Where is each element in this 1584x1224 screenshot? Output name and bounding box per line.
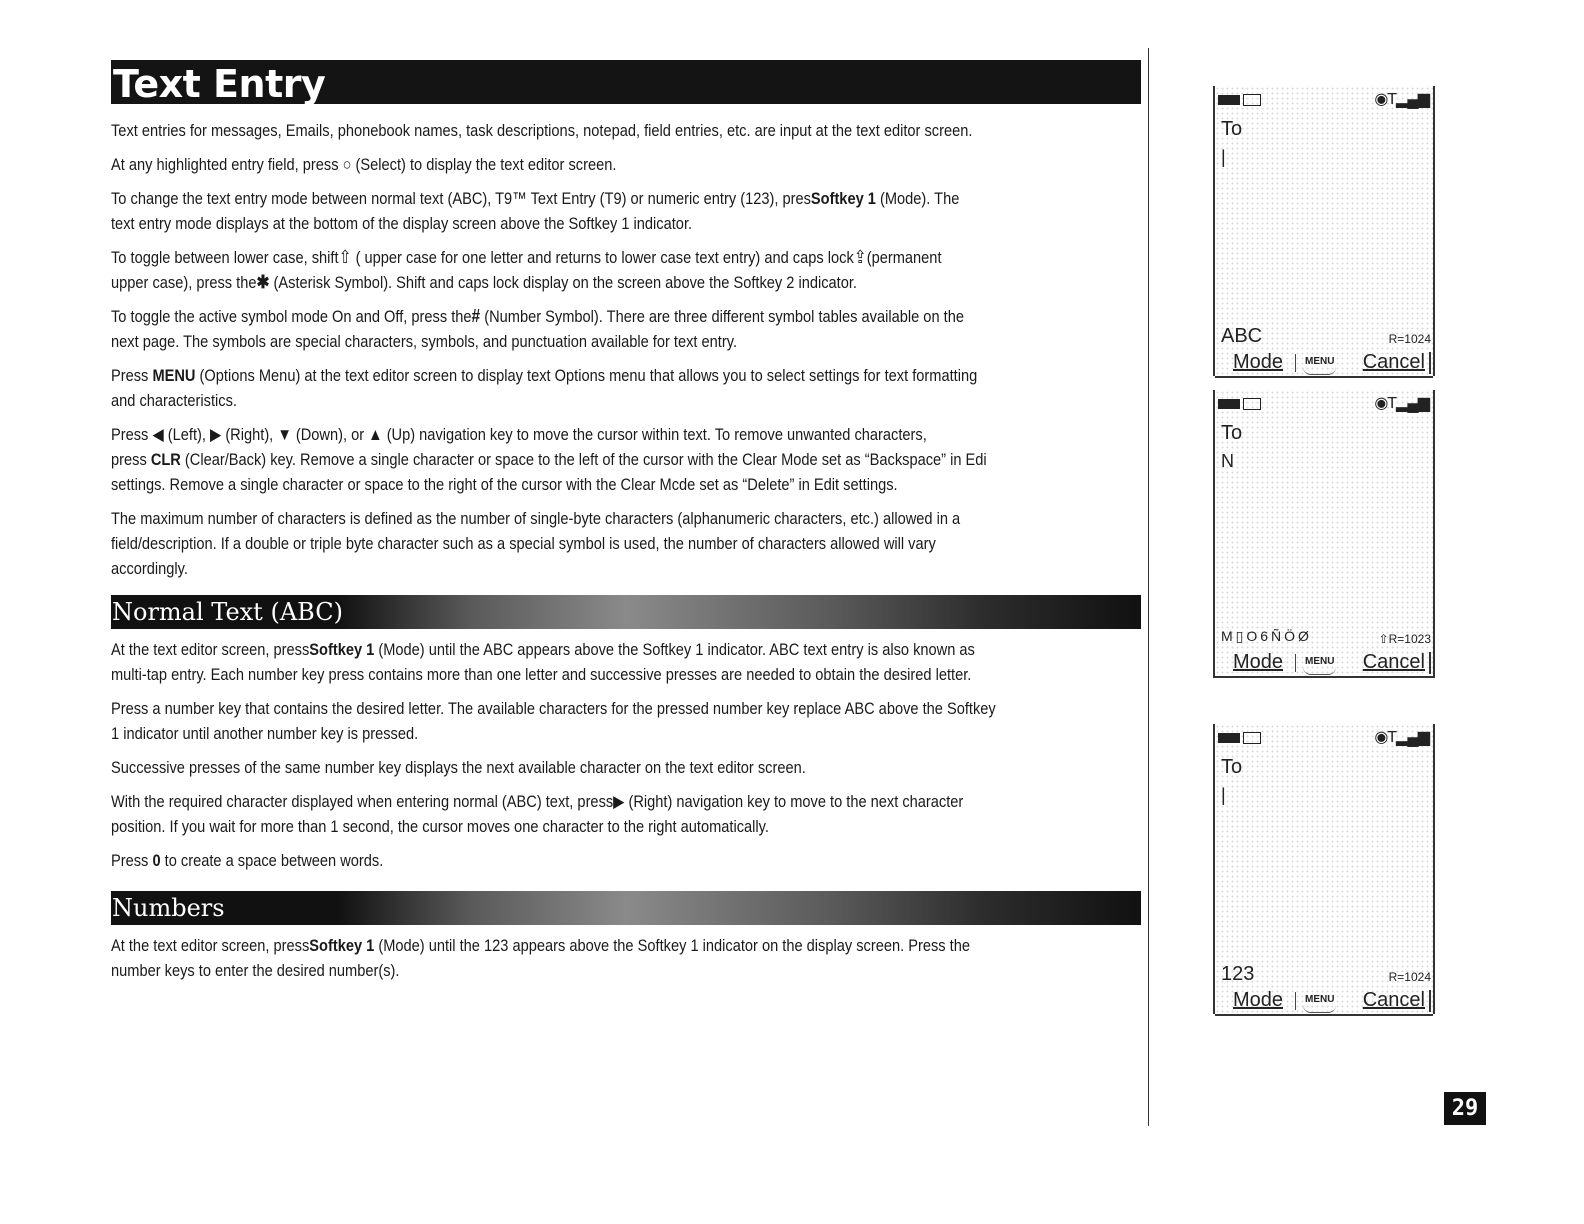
up-arrow-icon: ▲ [368,425,383,444]
section-heading-numbers [111,891,1141,925]
normal-paragraph-5: Press 0 to create a space between words. [111,851,384,870]
phone-screen-abc [1213,86,1435,376]
softkey-1-mode[interactable]: Mode [1233,351,1284,373]
hash-icon: # [471,306,481,326]
battery-icon [1218,95,1240,105]
shift-icon: ⇧ [338,247,352,267]
remaining-counter: ⇧R=1023 [1378,632,1431,646]
entry-mode-indicator: ABC [1221,325,1263,347]
message-icon [1243,732,1261,744]
normal-paragraph-4: With the required character displayed when entering normal (ABC) text, press▶ (Right) navigation key to move to the next character position. If you wait for more than 1 second, the cursor moves one character to the right automatically. [111,792,964,836]
softkey-2-cancel[interactable]: Cancel [1362,989,1425,1011]
title-bar [111,60,1141,104]
status-bar [1215,86,1433,116]
entry-mode-indicator: 123 [1221,963,1255,985]
status-left-icons [1218,92,1292,108]
softkey-separator [1295,992,1296,1010]
softkey-separator [1295,354,1296,372]
right-arrow-icon: ▶ [613,792,625,811]
cursor: | [1221,147,1226,167]
intro-paragraph-3: To change the text entry mode between normal text (ABC), T9™ Text Entry (T9) or numeric entry (123), presSoftkey 1 (Mode). The text entry mode displays at the bottom of the display screen above the Softkey 1 indicator. [111,189,960,233]
phone-screen-numeric [1213,724,1435,1014]
page-title: Text Entry [113,62,326,106]
numbers-heading: Numbers [112,894,225,922]
left-arrow-icon: ◀ [152,425,164,444]
normal-paragraph-1: At the text editor screen, pressSoftkey 1 (Mode) until the ABC appears above the Softkey 1 indicator. ABC text entry is also known as multi-tap entry. Each number key press contains more than one letter and successive presses are needed to obtain the desired letter. [111,640,975,684]
softkey-edge [1429,352,1431,374]
cursor: | [1221,785,1226,805]
menu-icon[interactable]: MENU [1303,650,1336,675]
intro-paragraph-7: Press ◀ (Left), ▶ (Right), ▼ (Down), or ▲ (Up) navigation key to move the cursor within text. To remove unwanted characters, press CLR (Clear/Back) key. Remove a single character or space to the left of the cursor with the Clear Mode set as “Backspace” in Edi settings. Remove a single character or space to the right of the cursor with the Clear Mcde set as “Delete” in Edit settings. [111,425,987,494]
menu-icon[interactable]: MENU [1303,988,1336,1013]
column-divider [1148,48,1149,1126]
status-left-icons [1218,396,1292,412]
intro-paragraph-2: At any highlighted entry field, press ○ (Select) to display the text editor screen. [111,155,617,174]
intro-paragraph-4: To toggle between lower case, shift⇧ ( upper case for one letter and returns to lower case text entry) and caps lock⇪(permanent upper case), press the✱ (Asterisk Symbol). Shift and caps lock display on the screen above the Softkey 2 indicator. [111,247,942,292]
menu-icon[interactable]: MENU [1303,350,1336,375]
intro-paragraph-6: Press MENU (Options Menu) at the text editor screen to display text Options menu that allows you to select settings for text formatting and characteristics. [111,366,978,410]
message-icon [1243,398,1261,410]
normal-text-heading: Normal Text (ABC) [112,598,343,626]
battery-icon [1218,733,1240,743]
main-column [111,60,1141,983]
to-label: To [1221,118,1243,140]
normal-paragraph-2: Press a number key that contains the desired letter. The available characters for the pressed number key replace ABC above the Softkey 1 indicator until another number key is pressed. [111,699,996,743]
softkey-separator [1295,654,1296,672]
battery-icon [1218,399,1240,409]
intro-paragraph-5: To toggle the active symbol mode On and Off, press the# (Number Symbol). There are three different symbol tables available on the next page. The symbols are special characters, symbols, and punctuation available for text entry. [111,306,964,351]
numbers-paragraph-1: At the text editor screen, pressSoftkey 1 (Mode) until the 123 appears above the Softkey 1 indicator on the display screen. Press the number keys to enter the desired number(s). [111,936,971,980]
normal-paragraph-3: Successive presses of the same number key displays the next available character on the text editor screen. [111,758,806,777]
to-label: To [1221,422,1243,444]
to-label: To [1221,756,1243,778]
section-heading-normal-text [111,595,1141,629]
softkey-2-cancel[interactable]: Cancel [1362,351,1425,373]
softkey-2-cancel[interactable]: Cancel [1362,651,1425,673]
softkey-edge [1429,990,1431,1012]
status-bar [1215,724,1433,754]
caps-lock-icon: ⇪ [853,247,867,267]
signal-icon: ◉T▂▄▆ [1374,729,1429,746]
signal-icon: ◉T▂▄▆ [1374,395,1429,412]
signal-icon: ◉T▂▄▆ [1374,91,1429,108]
intro-paragraph-1: Text entries for messages, Emails, phonebook names, task descriptions, notepad, field entries, etc. are input at the text editor screen. [111,121,973,140]
remaining-counter: R=1024 [1388,970,1431,984]
intro-paragraph-8: The maximum number of characters is defined as the number of single-byte characters (alphanumeric characters, etc.) allowed in a field/description. If a double or triple byte character such as a special symbol is used, the number of characters allowed will vary accordingly. [111,509,961,578]
down-arrow-icon: ▼ [277,425,292,444]
message-icon [1243,94,1261,106]
asterisk-icon: ✱ [256,272,270,292]
select-key-icon: ○ [342,155,352,174]
softkey-1-mode[interactable]: Mode [1233,989,1284,1011]
status-bar [1215,390,1433,420]
softkey-1-mode[interactable]: Mode [1233,651,1284,673]
entered-character: N [1221,451,1234,471]
entry-mode-indicator: M▯O6ÑÖØ [1221,628,1312,644]
softkey-edge [1429,652,1431,674]
phone-screen-multitap [1213,390,1435,678]
status-left-icons [1218,730,1292,746]
right-arrow-icon: ▶ [210,425,222,444]
remaining-counter: R=1024 [1388,332,1431,346]
page-number: 29 [1444,1092,1486,1125]
